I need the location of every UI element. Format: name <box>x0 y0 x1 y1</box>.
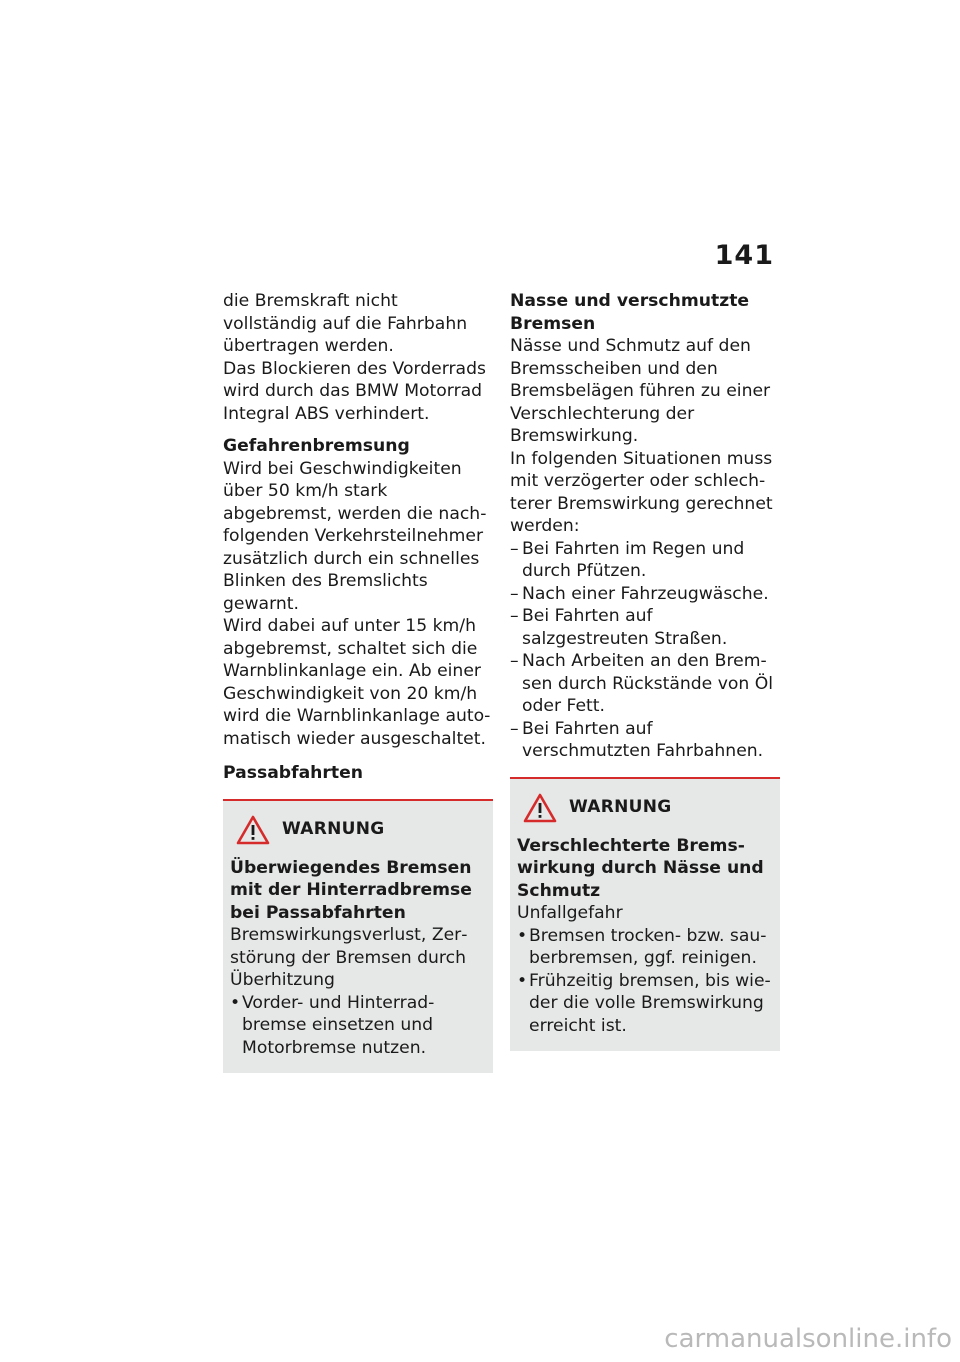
warning-header <box>517 793 772 823</box>
abs-paragraph: Das Blockieren des Vorderrads wird durch das BMW Motorrad Integral ABS verhindert. <box>223 358 486 424</box>
wet-paragraph-1: Nässe und Schmutz auf den Bremsscheiben und den Bremsbelägen führen zu einer Verschlechterung der Bremswirkung. <box>510 336 771 446</box>
warning-box-wet <box>510 777 780 1052</box>
emergency-paragraph-1: Wird bei Geschwindigkeiten über 50 km/h stark abgebremst, werden die nachfolgenden Verkehrsteilnehmer zusätzlich durch ein schnelles Blinken des Bremslichts gewarnt. <box>223 458 487 614</box>
list-item: • Frühzeitig bremsen, bis wieder die volle Bremswirkung erreicht ist. <box>517 970 772 1038</box>
list-item: • Vorder- und Hinterradbremse einsetzen und Motorbremse nutzen. <box>230 992 485 1060</box>
warning-bullet-list <box>230 992 485 1060</box>
warning-box-pass <box>223 799 493 1074</box>
list-item: • Bremsen trocken- bzw. sauberbremsen, ggf. reinigen. <box>517 925 772 970</box>
list-item: – Bei Fahrten auf verschmutzten Fahrbahnen. <box>510 718 780 763</box>
warning-triangle-icon <box>523 793 557 823</box>
situations-list <box>510 538 780 763</box>
intro-paragraph: die Bremskraft nicht vollständig auf die Fahrbahn übertragen werden. <box>223 291 468 356</box>
right-column <box>510 290 780 1051</box>
pass-descent-heading: Passabfahrten <box>223 763 363 783</box>
list-item: – Nach einer Fahrzeugwäsche. <box>510 583 780 606</box>
emergency-paragraph-2: Wird dabei auf unter 15 km/h abgebremst, schaltet sich die Warnblinkanlage ein. Ab einer Geschwindigkeit von 20 km/h wird die Warnblinkanlage automatisch wieder ausgeschaltet. <box>223 616 491 749</box>
warning-label: WARNUNG <box>282 819 385 840</box>
warning-bullet-list <box>517 925 772 1038</box>
warning-title: Überwiegendes Bremsen mit der Hinterradbremse bei Passabfahrten <box>230 857 472 923</box>
wet-paragraph-2: In folgenden Situationen muss mit verzögerter oder schlechterer Bremswirkung gerechnet werden: <box>510 448 773 536</box>
warning-title: Verschlechterte Bremswirkung durch Nässe und Schmutz <box>517 835 764 901</box>
list-item: – Nach Arbeiten an den Bremsen durch Rückstände von Öl oder Fett. <box>510 650 780 718</box>
page-number: 141 <box>714 240 774 271</box>
wet-brakes-heading: Nasse und verschmutzte Bremsen <box>510 291 750 334</box>
emergency-braking-heading: Gefahrenbremsung <box>223 436 410 456</box>
left-column <box>223 290 493 1073</box>
list-item: – Bei Fahrten auf salzgestreuten Straßen. <box>510 605 780 650</box>
warning-triangle-icon <box>236 815 270 845</box>
watermark: carmanualsonline.info <box>664 1324 952 1354</box>
warning-header <box>230 815 485 845</box>
warning-description: Unfallgefahr <box>517 903 623 923</box>
warning-label: WARNUNG <box>569 797 672 818</box>
list-item: – Bei Fahrten im Regen und durch Pfützen. <box>510 538 780 583</box>
warning-description: Bremswirkungsverlust, Zerstörung der Bremsen durch Überhitzung <box>230 925 468 990</box>
